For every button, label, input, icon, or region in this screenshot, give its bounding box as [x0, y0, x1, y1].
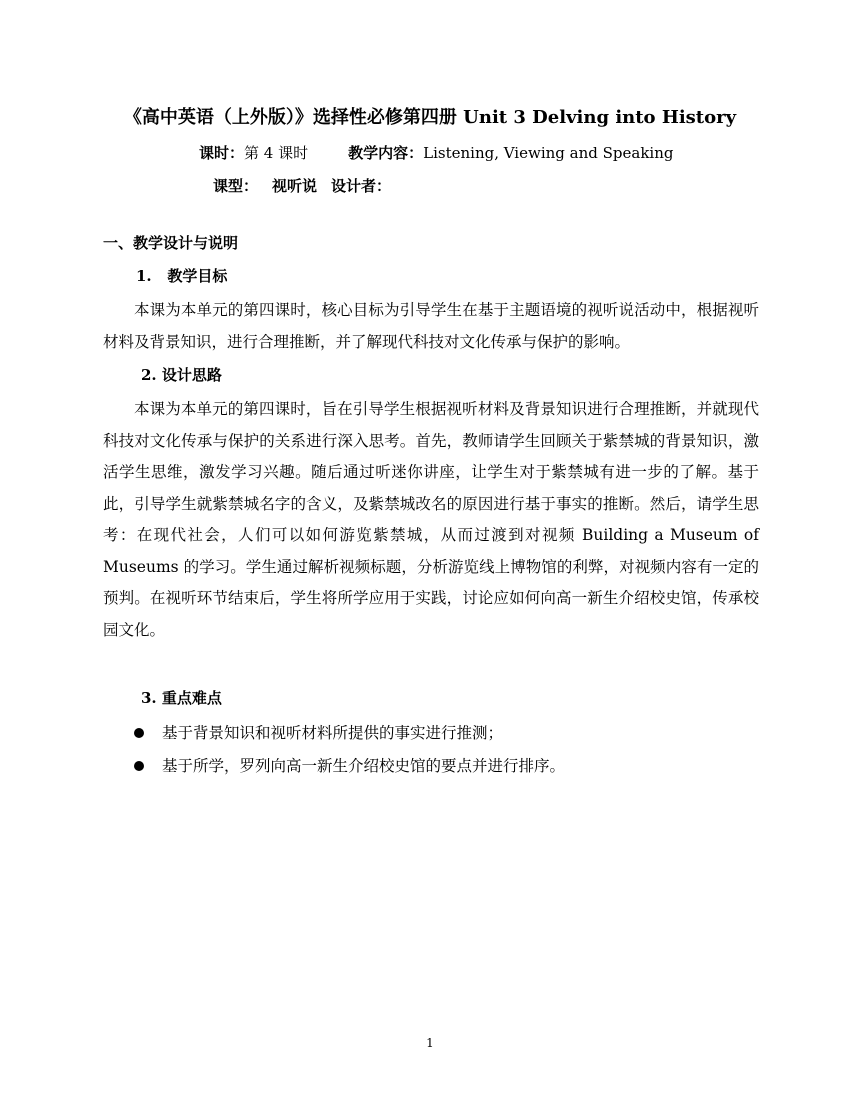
lesson-period-value: 第 4 课时	[244, 144, 309, 162]
content-label: 教学内容：	[348, 144, 424, 162]
bullet-icon	[134, 728, 144, 738]
list-item-text: 基于所学，罗列向高一新生介绍校史馆的要点并进行排序。	[162, 757, 566, 775]
list-item	[132, 717, 565, 750]
lesson-type-label: 课型：	[213, 177, 259, 195]
objectives-paragraph: 本课为本单元的第四课时，核心目标为引导学生在基于主题语境的视听说活动中，根据视听材料及背景知识，进行合理推断，并了解现代科技对文化传承与保护的影响。	[103, 301, 759, 351]
lesson-meta-line	[199, 142, 673, 163]
key-points-heading: 3. 重点难点	[141, 689, 222, 707]
document-title: 《高中英语（上外版）》选择性必修第四册 Unit 3 Delving into History	[123, 107, 737, 128]
page-number: 1	[426, 1036, 434, 1050]
lesson-type-line	[213, 175, 391, 196]
key-points-list	[132, 717, 565, 783]
section-heading: 一、教学设计与说明	[103, 234, 239, 252]
list-item	[132, 750, 565, 783]
design-heading: 2. 设计思路	[141, 366, 222, 384]
lesson-type-value: 视听说	[272, 177, 318, 195]
bullet-icon	[134, 761, 144, 771]
lesson-period-label: 课时：	[199, 144, 245, 162]
designer-label: 设计者：	[331, 177, 392, 195]
list-item-text: 基于背景知识和视听材料所提供的事实进行推测；	[162, 724, 504, 742]
objectives-heading: 1. 教学目标	[136, 267, 228, 285]
design-paragraph: 本课为本单元的第四课时，旨在引导学生根据视听材料及背景知识进行合理推断，并就现代科技对文化传承与保护的关系进行深入思考。首先，教师请学生回顾关于紫禁城的背景知识，激活学生思维，激发学习兴趣。随后通过听迷你讲座，让学生对于紫禁城有进一步的了解。基于此，引导学生就紫禁城名字的含义，及紫禁城改名的原因进行基于事实的推断。然后，请学生思考：在现代社会，人们可以如何游览紫禁城，从而过渡到对视频 Building a Museum of Museums 的学习。学生通过解析视频标题，分析游览线上博物馆的利弊，对视频内容有一定的预判。在视听环节结束后，学生将所学应用于实践，讨论应如何向高一新生介绍校史馆，传承校园文化。	[103, 400, 759, 639]
content-value: Listening, Viewing and Speaking	[423, 144, 674, 162]
